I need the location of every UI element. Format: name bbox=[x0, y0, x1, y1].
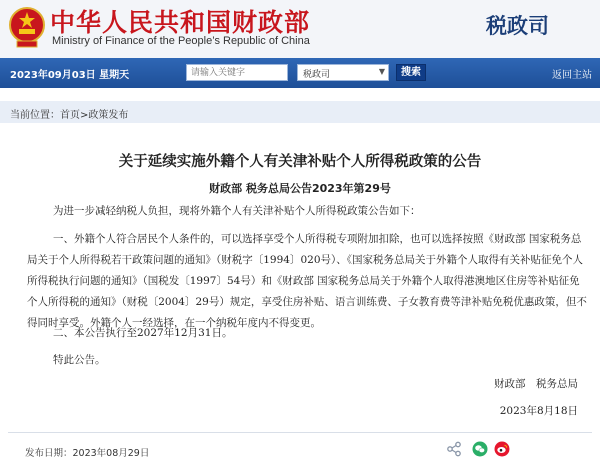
search-input[interactable] bbox=[186, 64, 288, 81]
wechat-icon[interactable] bbox=[472, 441, 488, 457]
current-date: 2023年09月03日 星期天 bbox=[10, 70, 130, 81]
national-emblem-icon[interactable] bbox=[8, 5, 46, 49]
site-title-english: Ministry of Finance of the People’s Republic of China bbox=[52, 35, 310, 47]
site-header bbox=[0, 0, 600, 59]
back-home-link[interactable]: 返回主站 bbox=[552, 70, 592, 81]
breadcrumb-bar bbox=[0, 101, 600, 123]
nav-bar bbox=[0, 58, 600, 88]
footer-divider bbox=[8, 432, 592, 433]
share-icon[interactable] bbox=[446, 441, 462, 457]
site-title[interactable]: 中华人民共和国财政部 bbox=[50, 8, 311, 37]
article-item-two: 二、本公告执行至2027年12月31日。 bbox=[53, 327, 233, 339]
article-item-one: 一、外籍个人符合居民个人条件的，可以选择享受个人所得税专项附加扣除，也可以选择按照《财政部 国家税务总局关于个人所得税若干政策问题的通知》（财税字〔1994〕020号）、《国家税务总局关于外籍个人取得有关补贴征免个人所得税执行问题的通知》（国税发〔1997〕54号）和《财政部 国家税务总局关于外籍个人取得港澳地区住房等补贴征免个人所得税的通知》（财税〔2004〕29号）规定，享受住房补贴、语言训练费、子女教育费等津补贴免税优惠政策，但不得同时享受。外籍个人一经选择，在一个纳税年度内不得变更。 bbox=[27, 233, 587, 329]
department-name[interactable]: 税政司 bbox=[486, 13, 549, 38]
publish-date: 发布日期：2023年08月29日 bbox=[25, 448, 150, 459]
search-scope-select[interactable] bbox=[297, 64, 389, 81]
weibo-icon[interactable] bbox=[494, 441, 510, 457]
search-button[interactable]: 搜索 bbox=[396, 64, 426, 81]
article-title: 关于延续实施外籍个人有关津补贴个人所得税政策的公告 bbox=[118, 154, 482, 170]
search-scope-value: 税政司 bbox=[303, 70, 331, 80]
article-sign-date: 2023年8月18日 bbox=[499, 405, 578, 417]
article-intro: 为进一步减轻纳税人负担，现将外籍个人有关津补贴个人所得税政策公告如下： bbox=[53, 205, 421, 217]
breadcrumb[interactable]: 当前位置：首页>政策发布 bbox=[10, 110, 129, 121]
document-number: 财政部 税务总局公告2023年第29号 bbox=[209, 182, 391, 195]
article-signer: 财政部 税务总局 bbox=[494, 378, 578, 390]
article-closing: 特此公告。 bbox=[53, 354, 106, 366]
chevron-down-icon: ▼ bbox=[378, 67, 385, 76]
